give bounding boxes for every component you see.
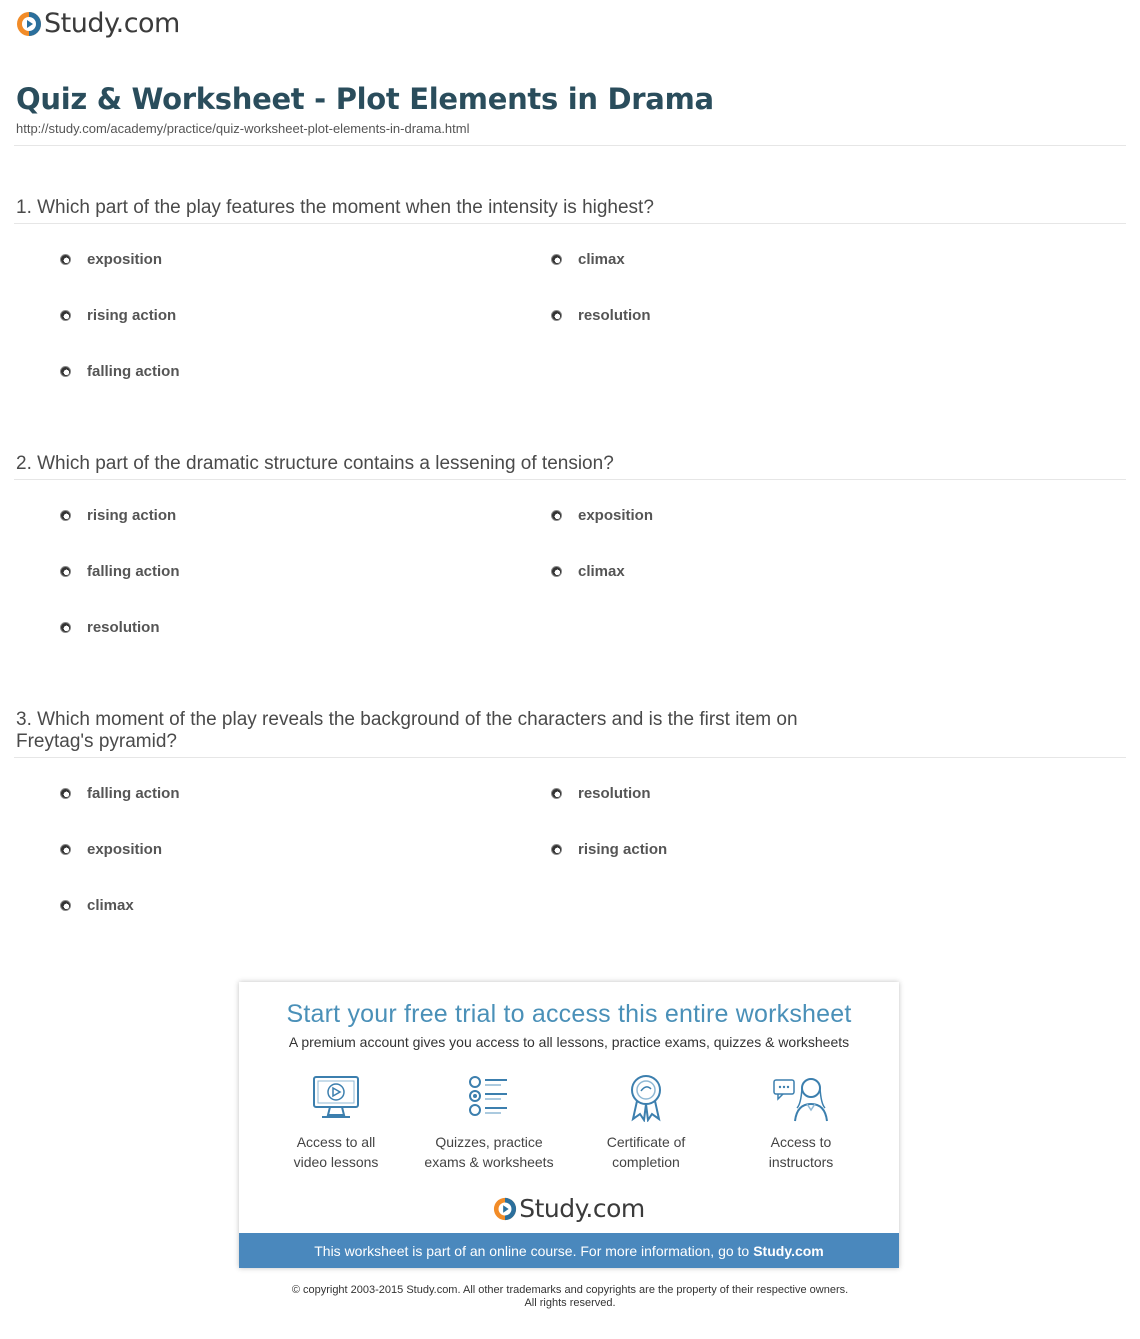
promo-title[interactable]: Start your free trial to access this entire worksheet [286, 1000, 852, 1028]
q3-option-2[interactable] [551, 785, 651, 802]
option-label: rising action [87, 507, 177, 524]
feature-quizzes [414, 1074, 564, 1172]
option-label: resolution [87, 619, 160, 636]
divider [14, 479, 1126, 480]
q2-option-2[interactable] [551, 507, 653, 524]
feature-label-line2: video lessons [293, 1154, 379, 1170]
copyright-notice [0, 1284, 1140, 1310]
option-label: climax [578, 563, 625, 580]
radio-button-icon[interactable] [551, 510, 562, 521]
feature-video-lessons [261, 1074, 411, 1172]
quiz-list-icon [463, 1074, 515, 1122]
q1-option-5[interactable] [60, 363, 180, 380]
q3-option-5[interactable] [60, 897, 134, 914]
q3-option-3[interactable] [60, 841, 162, 858]
radio-button-icon[interactable] [60, 510, 71, 521]
radio-button-icon[interactable] [551, 788, 562, 799]
option-label: falling action [87, 363, 180, 380]
radio-button-icon[interactable] [60, 254, 71, 265]
radio-button-icon[interactable] [60, 788, 71, 799]
feature-label-line1: Access to [770, 1134, 832, 1150]
feature-label-line1: Certificate of [606, 1134, 686, 1150]
feature-label-line1: Access to all [296, 1134, 376, 1150]
q1-option-2[interactable] [551, 251, 625, 268]
study-logo-icon [493, 1197, 517, 1221]
feature-label-line2: exams & worksheets [424, 1154, 554, 1170]
feature-instructors [726, 1074, 876, 1172]
option-label: falling action [87, 785, 180, 802]
q1-option-4[interactable] [551, 307, 651, 324]
study-com-link[interactable]: Study.com [753, 1242, 824, 1259]
instructor-icon [771, 1074, 831, 1122]
option-label: resolution [578, 307, 651, 324]
option-label: resolution [578, 785, 651, 802]
option-label: climax [87, 897, 134, 914]
q1-option-3[interactable] [60, 307, 176, 324]
course-info-text: This worksheet is part of an online course. For more information, go to [314, 1242, 750, 1259]
radio-button-icon[interactable] [60, 900, 71, 911]
divider [14, 145, 1126, 146]
page-url[interactable]: http://study.com/academy/practice/quiz-worksheet-plot-elements-in-drama.html [16, 121, 470, 136]
radio-button-icon[interactable] [60, 622, 71, 633]
q3-option-4[interactable] [551, 841, 667, 858]
q2-option-3[interactable] [60, 563, 180, 580]
promo-study-logo[interactable] [239, 1194, 899, 1223]
study-logo-icon [16, 11, 42, 37]
feature-label-line2: completion [612, 1154, 680, 1170]
copyright-line-2: All rights reserved. [524, 1297, 616, 1309]
study-logo[interactable] [16, 8, 180, 39]
copyright-line-1: © copyright 2003-2015 Study.com. All other trademarks and copyrights are the property of their respective owners. [291, 1284, 849, 1296]
q2-option-5[interactable] [60, 619, 160, 636]
q2-option-1[interactable] [60, 507, 176, 524]
q1-option-1[interactable] [60, 251, 162, 268]
option-label: exposition [87, 251, 163, 268]
question-1-text: 1. Which part of the play features the moment when the intensity is highest? [16, 197, 654, 218]
q3-option-1[interactable] [60, 785, 180, 802]
option-label: falling action [87, 563, 180, 580]
radio-button-icon[interactable] [551, 566, 562, 577]
certificate-icon [620, 1074, 672, 1122]
feature-label-line1: Quizzes, practice [435, 1134, 543, 1150]
video-lesson-icon [310, 1074, 362, 1122]
question-3-text: 3. Which moment of the play reveals the background of the characters and is the first item on Freytag's pyramid? [16, 709, 798, 752]
option-label: rising action [578, 841, 668, 858]
radio-button-icon[interactable] [60, 844, 71, 855]
radio-button-icon[interactable] [551, 310, 562, 321]
free-trial-promo [239, 982, 899, 1268]
question-2-text: 2. Which part of the dramatic structure contains a lessening of tension? [16, 453, 614, 474]
option-label: exposition [578, 507, 654, 524]
logo-text: Study.com [519, 1194, 645, 1223]
feature-certificate [571, 1074, 721, 1172]
page-title: Quiz & Worksheet - Plot Elements in Drama [16, 82, 714, 116]
logo-text: Study.com [44, 8, 180, 39]
radio-button-icon[interactable] [551, 254, 562, 265]
option-label: rising action [87, 307, 177, 324]
promo-subtitle: A premium account gives you access to all lessons, practice exams, quizzes & worksheets [288, 1034, 850, 1050]
feature-label-line2: instructors [768, 1154, 834, 1170]
divider [14, 757, 1126, 758]
q2-option-4[interactable] [551, 563, 625, 580]
divider [14, 223, 1126, 224]
radio-button-icon[interactable] [60, 566, 71, 577]
option-label: exposition [87, 841, 163, 858]
radio-button-icon[interactable] [60, 366, 71, 377]
option-label: climax [578, 251, 625, 268]
course-info-bar [239, 1233, 899, 1268]
radio-button-icon[interactable] [60, 310, 71, 321]
radio-button-icon[interactable] [551, 844, 562, 855]
